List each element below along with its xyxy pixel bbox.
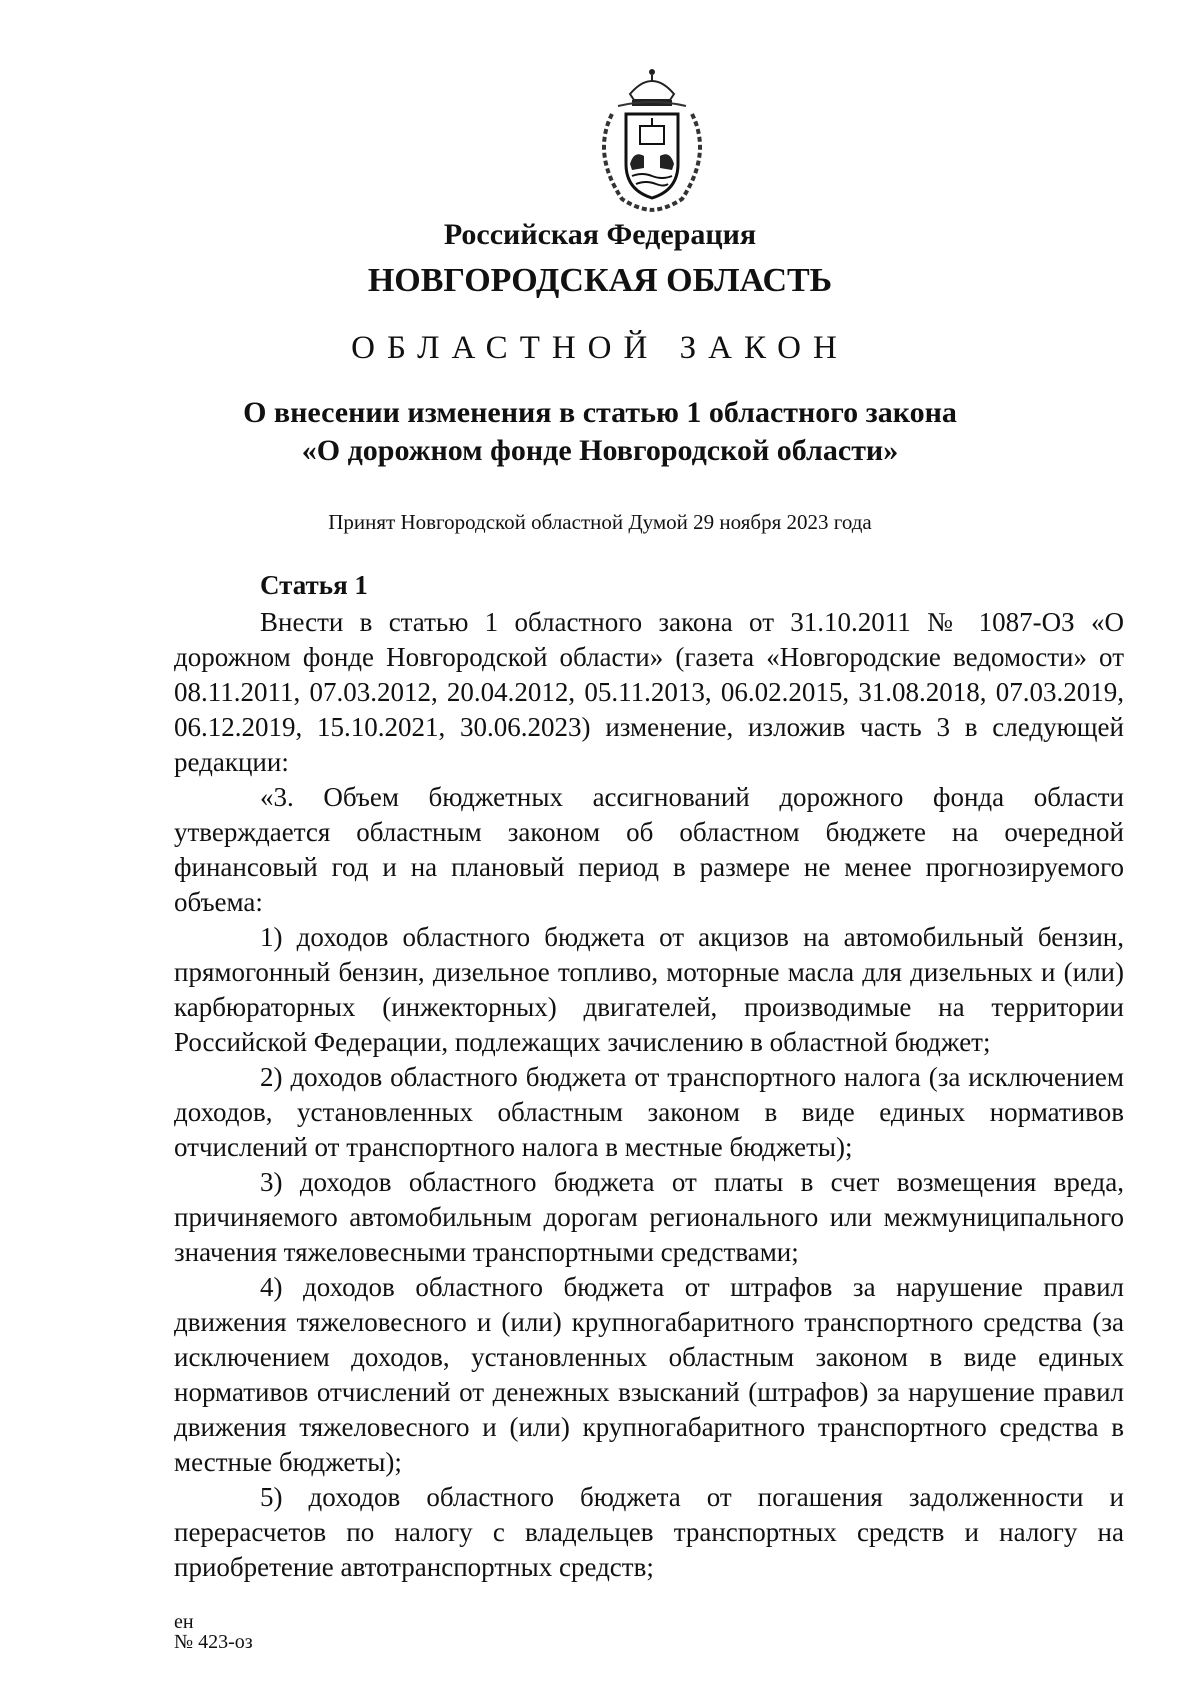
law-title [0,394,1200,470]
region-name: НОВГОРОДСКАЯ ОБЛАСТЬ [367,262,833,299]
document-footer [174,1612,253,1652]
federation-name: Российская Федерация [443,218,757,251]
footer-number: № 423-оз [174,1631,253,1653]
paragraph: 2) доходов областного бюджета от транспортного налога (за исключением доходов, установленных областным законом в виде единых нормативов отчислений от транспортного налога в местные бюджеты); [174,1062,1124,1162]
paragraph: 3) доходов областного бюджета от платы в счет возмещения вреда, причиняемого автомобильным дорогам регионального или межмуниципального значения тяжеловесными транспортными средствами; [174,1167,1124,1267]
paragraph: «3. Объем бюджетных ассигнований дорожного фонда области утверждается областным законом об областном бюджете на очередной финансовый год и на плановый период в размере не менее прогнозируемого объема: [174,782,1124,917]
footer-initials: ен [174,1611,194,1633]
novgorod-coat-of-arms-icon [582,64,722,214]
law-type: ОБЛАСТНОЙ ЗАКОН [351,330,849,366]
paragraph: 1) доходов областного бюджета от акцизов на автомобильный бензин, прямогонный бензин, дизельное топливо, моторные масла для дизельных и (или) карбюраторных (инжекторных) двигателей, производимые на территории Российской Федерации, подлежащих зачислению в областной бюджет; [174,922,1124,1057]
law-title-line-1: О внесении изменения в статью 1 областного закона [243,396,957,429]
law-title-line-2: «О дорожном фонде Новгородской области» [301,434,899,467]
adoption-note: Принят Новгородской областной Думой 29 ноября 2023 года [328,510,872,534]
article-heading: Статья 1 [260,570,368,600]
paragraph: 4) доходов областного бюджета от штрафов за нарушение правил движения тяжеловесного и (или) крупногабаритного транспортного средства (за исключением доходов, установленных областным законом в виде единых нормативов отчислений от денежных взысканий (штрафов) за нарушение правил движения тяжеловесного и (или) крупногабаритного транспортного средства в местные бюджеты); [174,1272,1124,1477]
law-body [174,568,1124,1585]
paragraph: Внести в статью 1 областного закона от 31.10.2011 № 1087-ОЗ «О дорожном фонде Новгородской области» (газета «Новгородские ведомости» от 08.11.2011, 07.03.2012, 20.04.2012, 05.11.2013, 06.02.2015, 31.08.2018, 07.03.2019, 06.12.2019, 15.10.2021, 30.06.2023) изменение, изложив часть 3 в следующей редакции: [174,607,1124,777]
paragraph: 5) доходов областного бюджета от погашения задолженности и перерасчетов по налогу с владельцев транспортных средств и налогу на приобретение автотранспортных средств; [174,1482,1124,1582]
